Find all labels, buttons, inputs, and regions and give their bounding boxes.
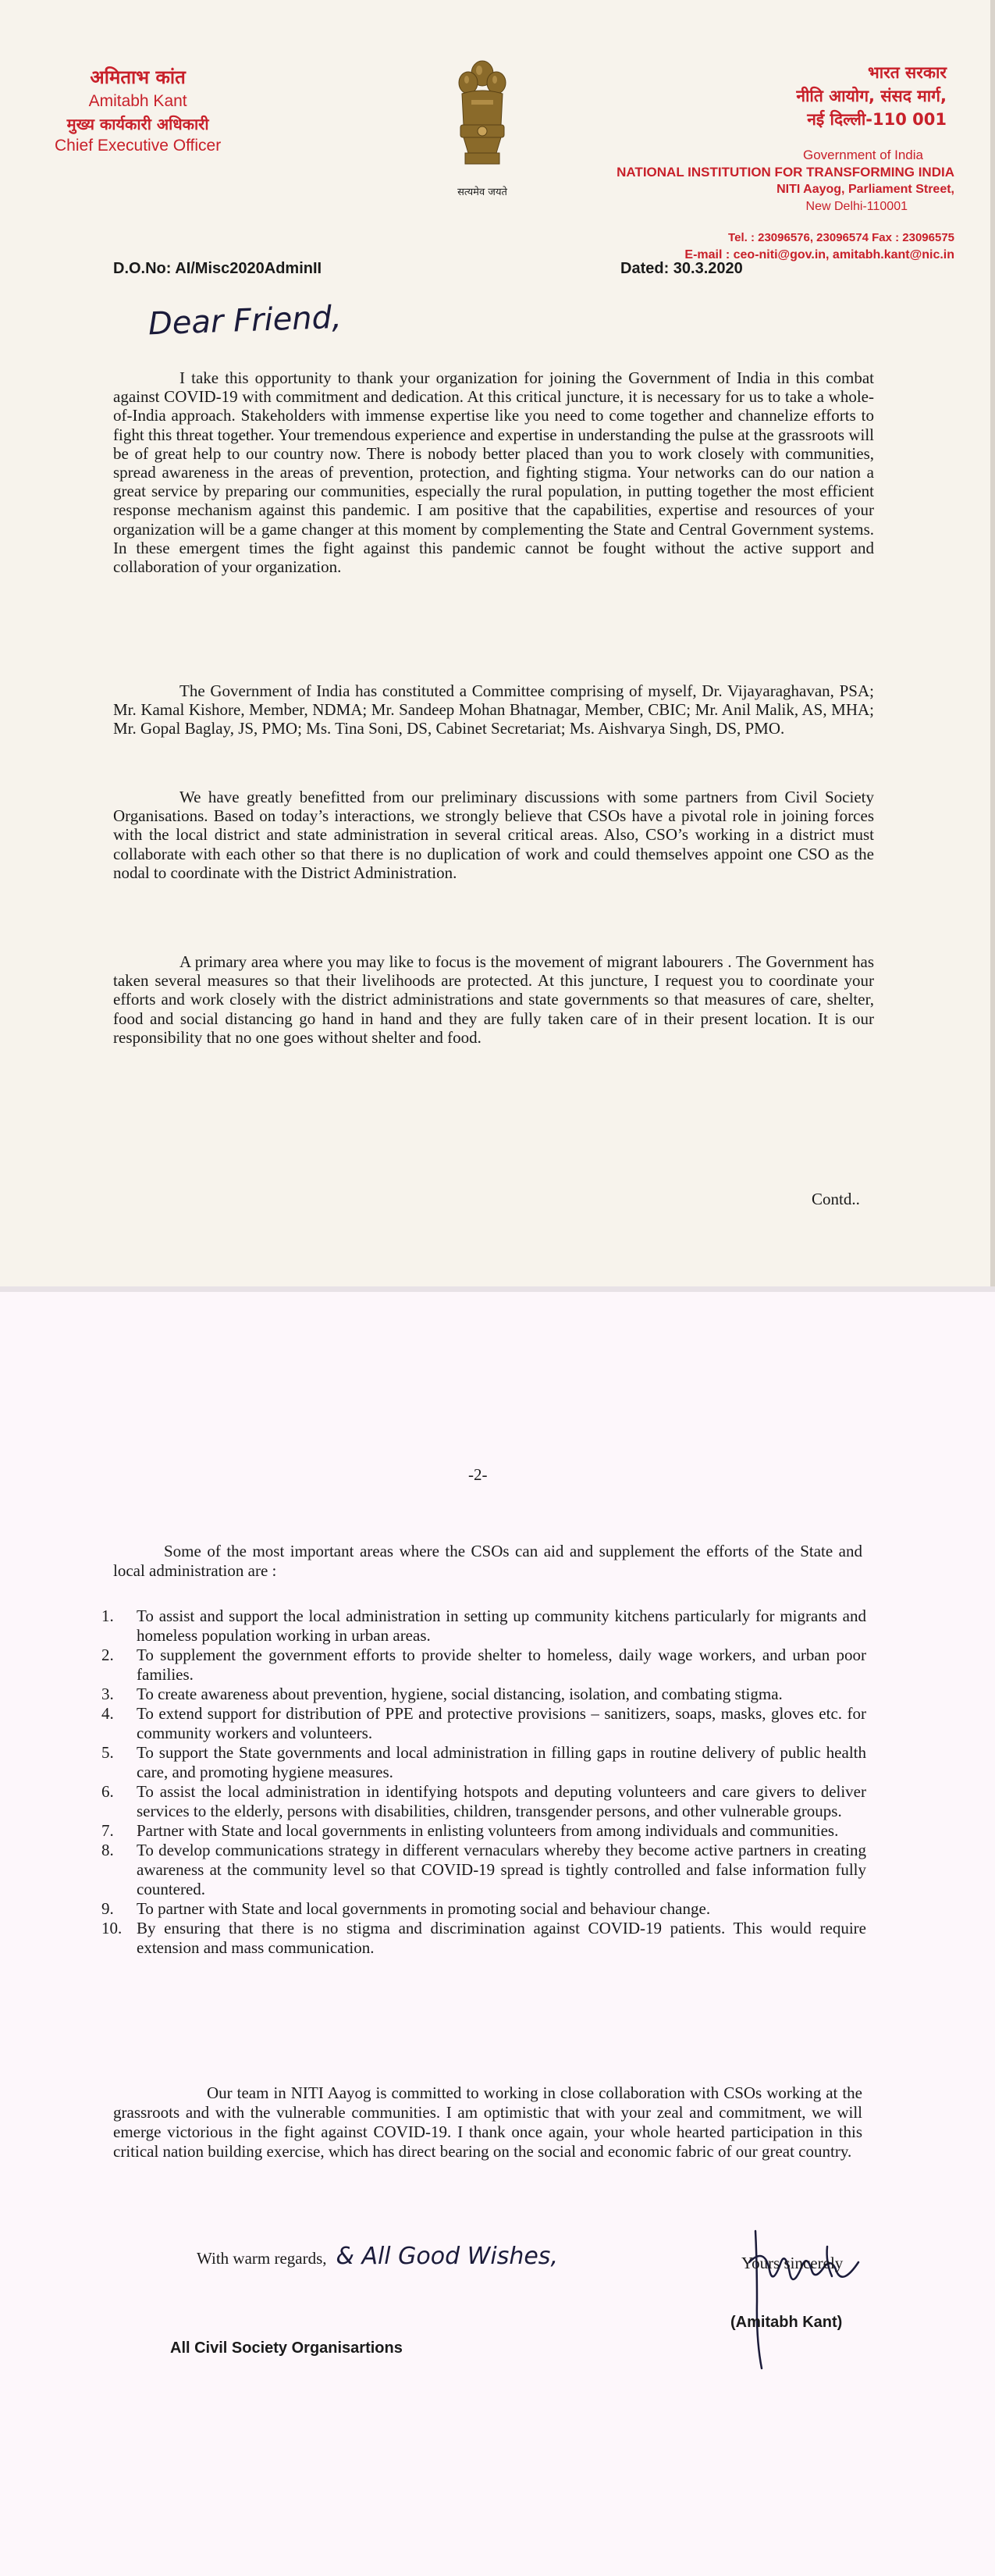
closing-paragraph — [113, 2083, 862, 2161]
list-item — [101, 1899, 866, 1919]
list-item-text: To extend support for distribution of PPE and protective provisions – sanitizers, soaps, masks, gloves etc. for community workers and volunteers. — [137, 1704, 866, 1742]
sign-off: Yours sincerely — [741, 2254, 844, 2272]
list-item — [101, 1704, 866, 1743]
govt-english: Government of India — [802, 148, 923, 162]
list-item-text: To develop communications strategy in different vernaculars whereby they become active partners in creating awareness at the community level so that COVID-19 spread is tightly controlled and false information fully countered. — [137, 1841, 866, 1898]
list-item-text: To assist and support the local administration in setting up community kitchens particularly for migrants and homeless population working in urban areas. — [137, 1606, 866, 1645]
city-hindi: नई दिल्ली-110 001 — [807, 110, 947, 129]
paragraph-text: The Government of India has constituted a Committee comprising of myself, Dr. Vijayaraghavan, PSA; Mr. Kamal Kishore, Member, NDMA; Mr. Sandeep Mohan Bhatnagar, Member, CBIC; Mr. Anil Malik, AS, MHA; Mr. Gopal Baglay, JS, PMO; Ms. Tina Soni, DS, Cabinet Secretariat; Ms. Aishvarya Singh, DS, PMO. — [113, 681, 874, 738]
list-item — [101, 1919, 866, 1958]
regards-line — [197, 2243, 558, 2270]
list-item — [101, 1646, 866, 1685]
list-item — [101, 1685, 866, 1704]
list-item-number: 3. — [101, 1685, 114, 1703]
page-number: -2- — [468, 1465, 488, 1484]
paragraph-committee — [113, 681, 874, 738]
paragraph-thanks — [113, 368, 874, 576]
letter-date: Dated: 30.3.2020 — [620, 260, 743, 277]
contact-phone: Tel. : 23096576, 23096574 Fax : 23096575 — [728, 231, 954, 244]
paragraph-migrants — [113, 952, 874, 1047]
sender-name: Amitabh Kant — [88, 92, 187, 110]
sender-title: Chief Executive Officer — [55, 137, 222, 155]
emblem-motto: सत्यमेव जयते — [457, 187, 507, 198]
list-item-text: To partner with State and local governments in promoting social and behaviour change. — [137, 1899, 711, 1918]
national-emblem-icon — [451, 56, 513, 193]
list-item-number: 9. — [101, 1899, 114, 1918]
reference-number: D.O.No: AI/Misc2020AdminII — [113, 260, 322, 277]
list-item-number: 6. — [101, 1782, 114, 1801]
salutation: Dear Friend, — [147, 299, 343, 343]
addressee: All Civil Society Organisartions — [170, 2339, 403, 2357]
list-item-text: To create awareness about prevention, hygiene, social distancing, isolation, and combating stigma. — [137, 1685, 783, 1703]
letterhead-sender — [55, 64, 221, 158]
list-item — [101, 1782, 866, 1821]
list-item-text: To support the State governments and local administration in filling gaps in routine delivery of public health care, and promoting hygiene measures. — [137, 1743, 866, 1781]
sender-name-hindi: अमिताभ कांत — [90, 66, 186, 88]
list-item — [101, 1606, 866, 1646]
paragraph-text: A primary area where you may like to focus is the movement of migrant labourers . The Government has taken several measures so that their livelihoods are protected. At this juncture, I request you to coordinate your efforts and work closely with the district administrations and state governments so that measures of care, shelter, food and social distancing go hand in hand and they are fully taken care of in their present location. It is our responsibility that no one goes without shelter and food. — [113, 952, 874, 1047]
paragraph-text: We have greatly benefitted from our preliminary discussions with some partners from Civil Society Organisations. Based on today’s interactions, we strongly believe that CSOs have a pivotal role in joining forces with the local district and state administration in several critical areas. Also, CSO’s working in a district must collaborate with each other so that there is no duplication of work and could themselves appoint one CSO as the nodal to coordinate with the District Administration. — [113, 788, 874, 882]
address-line-2: New Delhi-110001 — [805, 200, 908, 213]
list-item-number: 8. — [101, 1841, 114, 1859]
closing-text: Our team in NITI Aayog is committed to working in close collaboration with CSOs working at the grassroots and with the vulnerable communities. I am optimistic that with your zeal and commitment, we will emerge victorious in the fight against COVID-19. I thank once again, your whole hearted participation in this critical nation building exercise, which has direct bearing on the social and economic fabric of our great country. — [113, 2083, 862, 2161]
regards-text: With warm regards, — [197, 2249, 327, 2268]
list-item-number: 5. — [101, 1743, 114, 1762]
handwritten-wishes: & All Good Wishes, — [336, 2243, 558, 2270]
list-item-number: 1. — [101, 1606, 114, 1625]
address-line-1: NITI Aayog, Parliament Street, — [776, 183, 954, 196]
paragraph-text: I take this opportunity to thank your organization for joining the Government of India in this combat against COVID-19 with commitment and dedication. At this critical juncture, it is necessary for us to take a whole-of-India approach. Stakeholders with immense expertise like you need to come together and channelize efforts to fight this threat together. Your tremendous experience and expertise in understanding the pulse at the grassroots will be of great help to our country now. There is nobody better placed than you to work closely with communities, spread awareness in the areas of prevention, protection, and fighting stigma. Your networks can do our nation a great service by preparing our communities, especially the rural population, in putting together the most efficient response mechanism against this pandemic. I am positive that the capabilities, expertise and resources of your organization will be a game changer at this moment by complementing the State and Central Government systems. In these emergent times the fight against this pandemic cannot be fought without the active support and collaboration of your organization. — [113, 368, 874, 577]
intro-text: Some of the most important areas where the CSOs can aid and supplement the efforts of the State and local administration are : — [113, 1542, 862, 1580]
list-item — [101, 1743, 866, 1782]
continued-marker: Contd.. — [812, 1190, 860, 1208]
contact-email: E-mail : ceo-niti@gov.in, amitabh.kant@nic.in — [684, 248, 954, 262]
list-item — [101, 1821, 866, 1841]
signature-icon — [734, 2215, 882, 2371]
sender-title-hindi: मुख्य कार्यकारी अधिकारी — [66, 115, 209, 133]
support-areas-list — [101, 1606, 866, 1958]
list-item-text: Partner with State and local governments in enlisting volunteers from among individuals and communities. — [137, 1821, 839, 1840]
page-edge-shadow — [990, 0, 995, 1292]
areas-intro — [113, 1542, 862, 1581]
list-item-number: 10. — [101, 1919, 123, 1937]
letterhead-institution — [617, 61, 954, 264]
list-item-text: To supplement the government efforts to provide shelter to homeless, daily wage workers, and urban poor families. — [137, 1646, 866, 1684]
paragraph-cso-role — [113, 788, 874, 882]
signer-name: (Amitabh Kant) — [730, 2314, 843, 2331]
institution-name: NATIONAL INSTITUTION FOR TRANSFORMING INDIA — [617, 165, 954, 180]
list-item — [101, 1841, 866, 1899]
govt-hindi: भारत सरकार — [867, 63, 947, 82]
list-item-text: By ensuring that there is no stigma and discrimination against COVID-19 patients. This would require extension and mass communication. — [137, 1919, 866, 1957]
list-item-number: 4. — [101, 1704, 114, 1723]
list-item-text: To assist the local administration in identifying hotspots and deputing volunteers and care givers to deliver services to the elderly, persons with disabilities, children, transgender persons, and other vulnerable groups. — [137, 1782, 866, 1820]
list-item-number: 2. — [101, 1646, 114, 1664]
list-item-number: 7. — [101, 1821, 114, 1840]
address-hindi: नीति आयोग, संसद मार्ग, — [796, 87, 947, 105]
